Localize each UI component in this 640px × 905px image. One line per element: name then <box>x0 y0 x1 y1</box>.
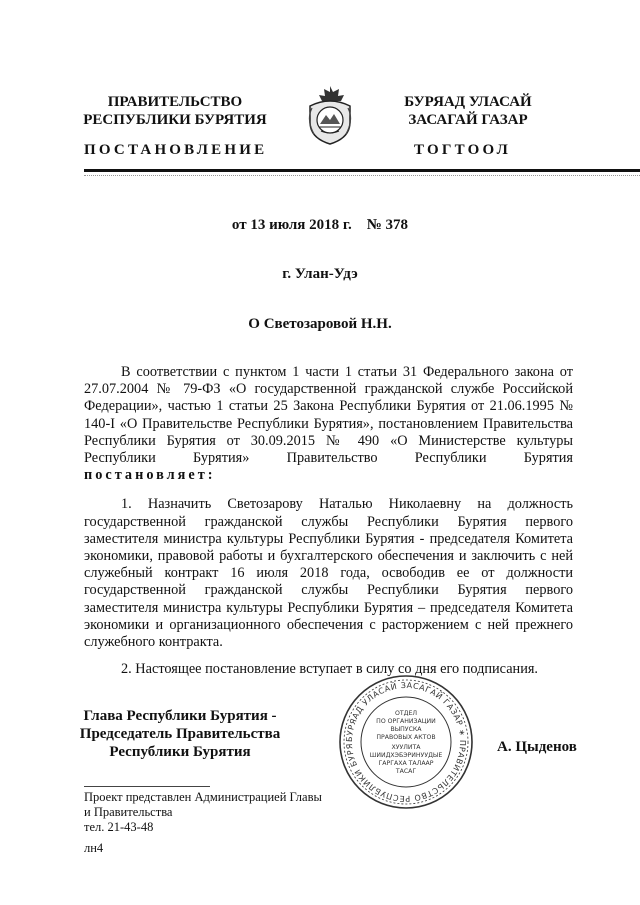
stamp-line: ОТДЕЛ <box>394 710 418 717</box>
paragraph-preamble <box>84 364 573 484</box>
footer-line1: Проект представлен Администрацией Главы <box>84 790 322 804</box>
signatory-line3: Республики Бурятия <box>109 744 251 760</box>
signatory-name: А. Цыденов <box>497 739 577 755</box>
preamble-resolves: постановляет: <box>84 467 216 484</box>
paragraph-item-2: 2. Настоящее постановление вступает в силу со дня его подписания. <box>121 661 538 678</box>
stamp-line: ВЫПУСКА <box>390 726 422 733</box>
paragraph-item-1: 1. Назначить Светозарову Наталью Николаевну на должность государственной гражданской службы Республики Бурятия первого заместителя министра культуры Республики Бурятия - председателя Комитета экономики, правовой работы и бухгалтерского обеспечения и заключить с ней служебный контракт 16 июля 2018 года, освободив ее от должности государственной гражданской службы Республики Бурятия первого заместителя министра культуры Республики Бурятия – председателя Комитета экономики и организационного обеспечения с расторжением с ней прежнего служебного контракта. <box>84 496 573 651</box>
header-left-block <box>70 93 280 129</box>
header-left-line2: РЕСПУБЛИКИ БУРЯТИЯ <box>83 112 267 128</box>
signatory-line2: Председатель Правительства <box>79 726 281 742</box>
decree-label-left: ПОСТАНОВЛЕНИЕ <box>84 142 268 158</box>
footer-note <box>84 790 322 856</box>
header-right-line1: БУРЯАД УЛАСАЙ <box>404 94 532 110</box>
stamp-line: ПРАВОВЫХ АКТОВ <box>376 734 436 741</box>
header-right-block <box>368 93 568 129</box>
decree-date-number: от 13 июля 2018 г. № 378 <box>231 217 409 233</box>
footer-rule <box>84 786 210 787</box>
decree-title: О Светозаровой Н.Н. <box>248 316 392 332</box>
footer-code: лн4 <box>84 841 104 855</box>
signatory-position <box>60 707 300 761</box>
stamp-line: ШИИДХЭБЭРИНУУДЫЕ <box>369 752 443 759</box>
header-right-line2: ЗАСАГАЙ ГАЗАР <box>408 112 528 128</box>
stamp-ring-text: БУРЯАД УЛАСАЙ ЗАСАГАЙ ГАЗАР ∗ ПРАВИТЕЛЬСТВО РЕСПУБЛИКИ БУРЯ <box>344 680 468 804</box>
header-rule-thin <box>84 175 640 176</box>
signatory-line1: Глава Республики Бурятия - <box>83 708 277 724</box>
preamble-text: В соответствии с пунктом 1 части 1 статьи 31 Федерального закона от 27.07.2004 № 79-ФЗ «О государственной гражданской службе Российской Федерации», частью 1 статьи 25 Закона Республики Бурятия от 21.06.1995 № 140-I «О Правительстве Республики Бурятия», постановлением Правительства Республики Бурятия от 30.09.2015 № 490 «О Министерстве культуры Республики Бурятия» Правительство Республики Бурятия <box>84 364 573 467</box>
decree-body <box>84 364 573 678</box>
footer-line2: и Правительства <box>84 805 173 819</box>
header-rule-thick <box>84 169 640 172</box>
stamp-line: ХУУЛИТА <box>391 744 421 751</box>
city-name: г. Улан-Удэ <box>282 266 358 282</box>
footer-phone: тел. 21-43-48 <box>84 820 154 834</box>
header-left-line1: ПРАВИТЕЛЬСТВО <box>107 94 243 110</box>
round-seal-stamp-icon <box>336 672 476 812</box>
stamp-line: ТАСАГ <box>395 768 417 775</box>
buryatia-coat-of-arms-icon <box>300 82 360 146</box>
stamp-line: ГАРГАХА ТАЛААР <box>378 760 434 767</box>
stamp-line: ПО ОРГАНИЗАЦИИ <box>376 718 436 725</box>
decree-label-right: ТОГТООЛ <box>414 142 511 158</box>
